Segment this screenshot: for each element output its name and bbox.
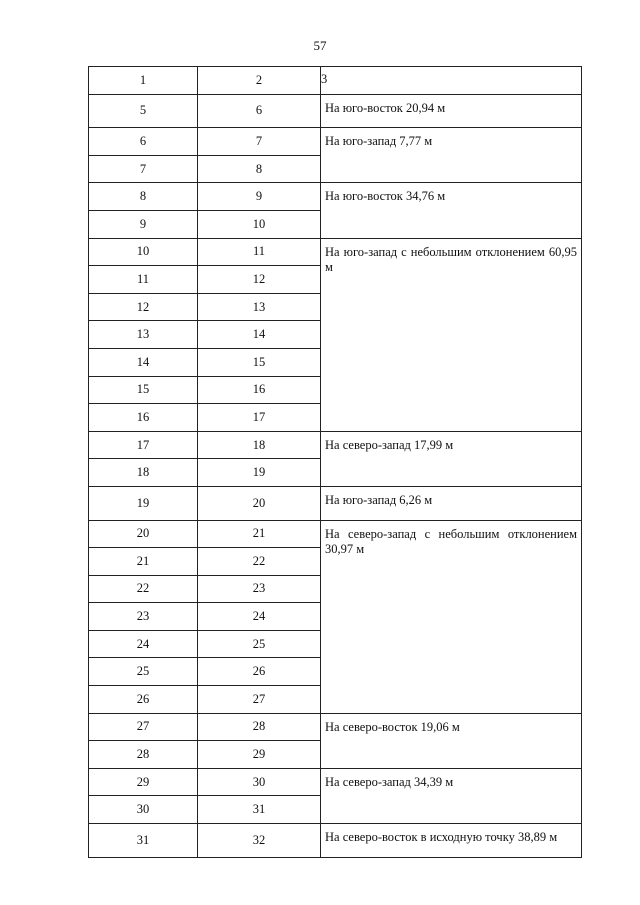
point-to: 21 [198, 520, 321, 548]
direction-description: На юго-запад 7,77 м [321, 128, 582, 183]
point-to: 11 [198, 238, 321, 266]
table-row [89, 128, 582, 156]
point-to: 12 [198, 266, 321, 294]
direction-description: На северо-запад 17,99 м [321, 431, 582, 486]
point-to: 17 [198, 404, 321, 432]
point-to: 19 [198, 459, 321, 487]
point-to: 9 [198, 183, 321, 211]
point-from: 11 [89, 266, 198, 294]
point-to: 18 [198, 431, 321, 459]
point-to: 32 [198, 824, 321, 858]
point-from: 22 [89, 575, 198, 603]
point-from: 15 [89, 376, 198, 404]
direction-description: На юго-запад с небольшим отклонением 60,95 м [321, 238, 582, 431]
direction-description: На северо-восток 19,06 м [321, 713, 582, 768]
point-from: 26 [89, 686, 198, 714]
direction-description: На юго-восток 34,76 м [321, 183, 582, 238]
table-row [89, 520, 582, 548]
point-from: 16 [89, 404, 198, 432]
point-from: 23 [89, 603, 198, 631]
point-to: 13 [198, 293, 321, 321]
table-row [89, 486, 582, 520]
point-to: 7 [198, 128, 321, 156]
point-to: 16 [198, 376, 321, 404]
direction-description: На юго-запад 6,26 м [321, 486, 582, 520]
point-from: 18 [89, 459, 198, 487]
point-to: 25 [198, 630, 321, 658]
point-to: 24 [198, 603, 321, 631]
point-from: 9 [89, 210, 198, 238]
point-to: 6 [198, 94, 321, 128]
point-from: 8 [89, 183, 198, 211]
point-to: 30 [198, 768, 321, 796]
point-from: 12 [89, 293, 198, 321]
point-from: 7 [89, 155, 198, 183]
point-from: 10 [89, 238, 198, 266]
table-row [89, 768, 582, 796]
header-cell: 3 [321, 67, 582, 95]
header-cell: 2 [198, 67, 321, 95]
point-to: 20 [198, 486, 321, 520]
point-from: 31 [89, 824, 198, 858]
table-row [89, 431, 582, 459]
point-to: 29 [198, 741, 321, 769]
point-to: 26 [198, 658, 321, 686]
point-from: 17 [89, 431, 198, 459]
point-from: 24 [89, 630, 198, 658]
header-cell: 1 [89, 67, 198, 95]
point-to: 27 [198, 686, 321, 714]
table-header-row [89, 67, 582, 95]
table-row [89, 94, 582, 128]
page-number: 57 [313, 38, 327, 53]
point-to: 14 [198, 321, 321, 349]
point-to: 10 [198, 210, 321, 238]
direction-description: На северо-запад 34,39 м [321, 768, 582, 823]
point-from: 21 [89, 548, 198, 576]
point-to: 23 [198, 575, 321, 603]
point-from: 30 [89, 796, 198, 824]
point-to: 31 [198, 796, 321, 824]
point-from: 29 [89, 768, 198, 796]
point-from: 25 [89, 658, 198, 686]
boundary-table [88, 66, 582, 858]
point-from: 19 [89, 486, 198, 520]
table-row [89, 238, 582, 266]
point-to: 15 [198, 348, 321, 376]
point-to: 8 [198, 155, 321, 183]
table-row [89, 713, 582, 741]
direction-description: На юго-восток 20,94 м [321, 94, 582, 128]
point-from: 5 [89, 94, 198, 128]
point-to: 22 [198, 548, 321, 576]
table-row [89, 183, 582, 211]
point-from: 13 [89, 321, 198, 349]
point-from: 20 [89, 520, 198, 548]
point-from: 27 [89, 713, 198, 741]
direction-description: На северо-восток в исходную точку 38,89 м [321, 824, 582, 858]
direction-description: На северо-запад с небольшим отклонением 30,97 м [321, 520, 582, 713]
table-row [89, 824, 582, 858]
point-from: 6 [89, 128, 198, 156]
point-to: 28 [198, 713, 321, 741]
point-from: 28 [89, 741, 198, 769]
point-from: 14 [89, 348, 198, 376]
